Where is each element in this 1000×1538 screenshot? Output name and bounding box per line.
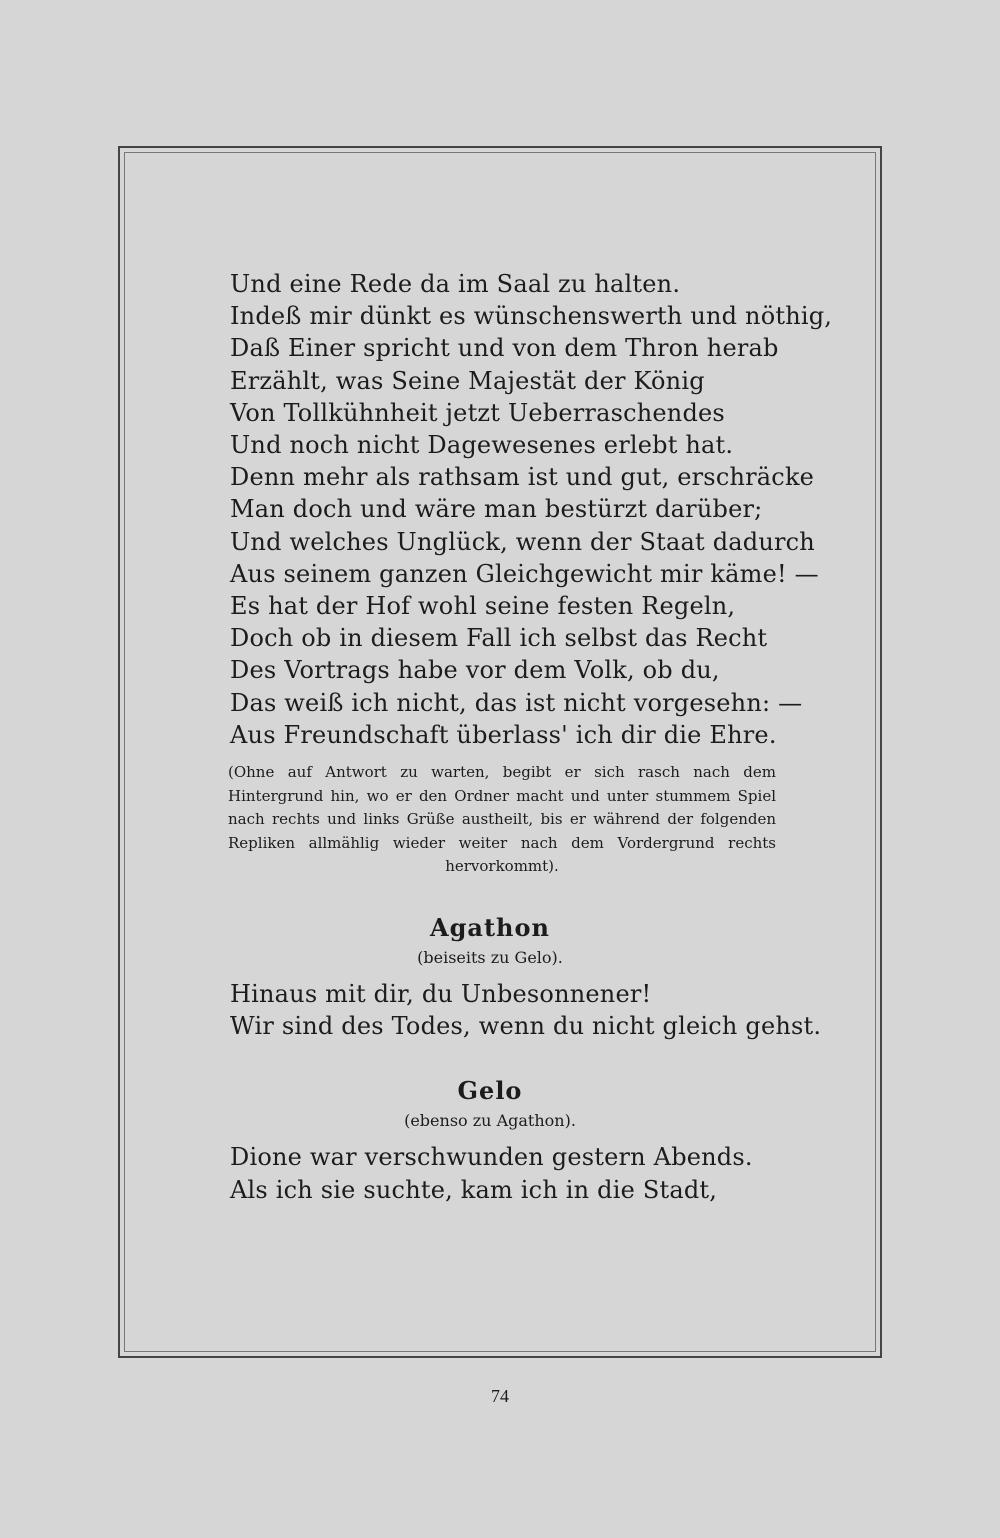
verse-line: Indeß mir dünkt es wünschenswerth und nöthig,: [230, 302, 833, 331]
verse-line: Von Tollkühnheit jetzt Ueberraschendes: [230, 398, 725, 427]
verse-line: Denn mehr als rathsam ist und gut, erschräcke: [230, 463, 815, 492]
verse-line: Es hat der Hof wohl seine festen Regeln,: [230, 592, 736, 621]
speaker-note-gelo: (ebenso zu Agathon).: [404, 1111, 576, 1131]
text-body: [228, 268, 833, 1206]
stage-direction: (Ohne auf Antwort zu warten, begibt er sich rasch nach dem Hintergrund hin, wo er den Ordner macht und unter stummem Spiel nach rechts und links Grüße austheilt, bis er während der folgenden Repliken allmählig wieder weiter nach dem Vordergrund rechts hervorkommt).: [228, 763, 776, 876]
verse-line: Des Vortrags habe vor dem Volk, ob du,: [230, 656, 720, 685]
verse-line: Hinaus mit dir, du Unbesonnener!: [230, 980, 652, 1009]
speaker-name-agathon: Agathon: [430, 913, 550, 943]
verse-line: Und welches Unglück, wenn der Staat dadurch: [230, 527, 815, 556]
speaker-name-gelo: Gelo: [457, 1076, 523, 1106]
verse-line: Das weiß ich nicht, das ist nicht vorgesehn: —: [230, 688, 803, 717]
page-number: 74: [491, 1386, 509, 1406]
verse-line: Aus seinem ganzen Gleichgewicht mir käme! —: [230, 559, 819, 588]
verse-line: Aus Freundschaft überlass' ich dir die Ehre.: [230, 720, 777, 749]
verse-line: Als ich sie suchte, kam ich in die Stadt,: [230, 1175, 718, 1204]
verse-line: Und eine Rede da im Saal zu halten.: [230, 270, 681, 298]
verse-line: Dione war verschwunden gestern Abends.: [230, 1143, 753, 1172]
speaker-note-agathon: (beiseits zu Gelo).: [417, 948, 563, 968]
verse-line: Erzählt, was Seine Majestät der König: [230, 366, 705, 395]
verse-line: Daß Einer spricht und von dem Thron herab: [230, 334, 779, 363]
verse-line: Wir sind des Todes, wenn du nicht gleich gehst.: [230, 1012, 822, 1041]
verse-line: Man doch und wäre man bestürzt darüber;: [230, 495, 763, 524]
verse-line: Doch ob in diesem Fall ich selbst das Recht: [230, 624, 768, 653]
verse-block-1: [230, 268, 833, 751]
verse-line: Und noch nicht Dagewesenes erlebt hat.: [230, 431, 734, 460]
